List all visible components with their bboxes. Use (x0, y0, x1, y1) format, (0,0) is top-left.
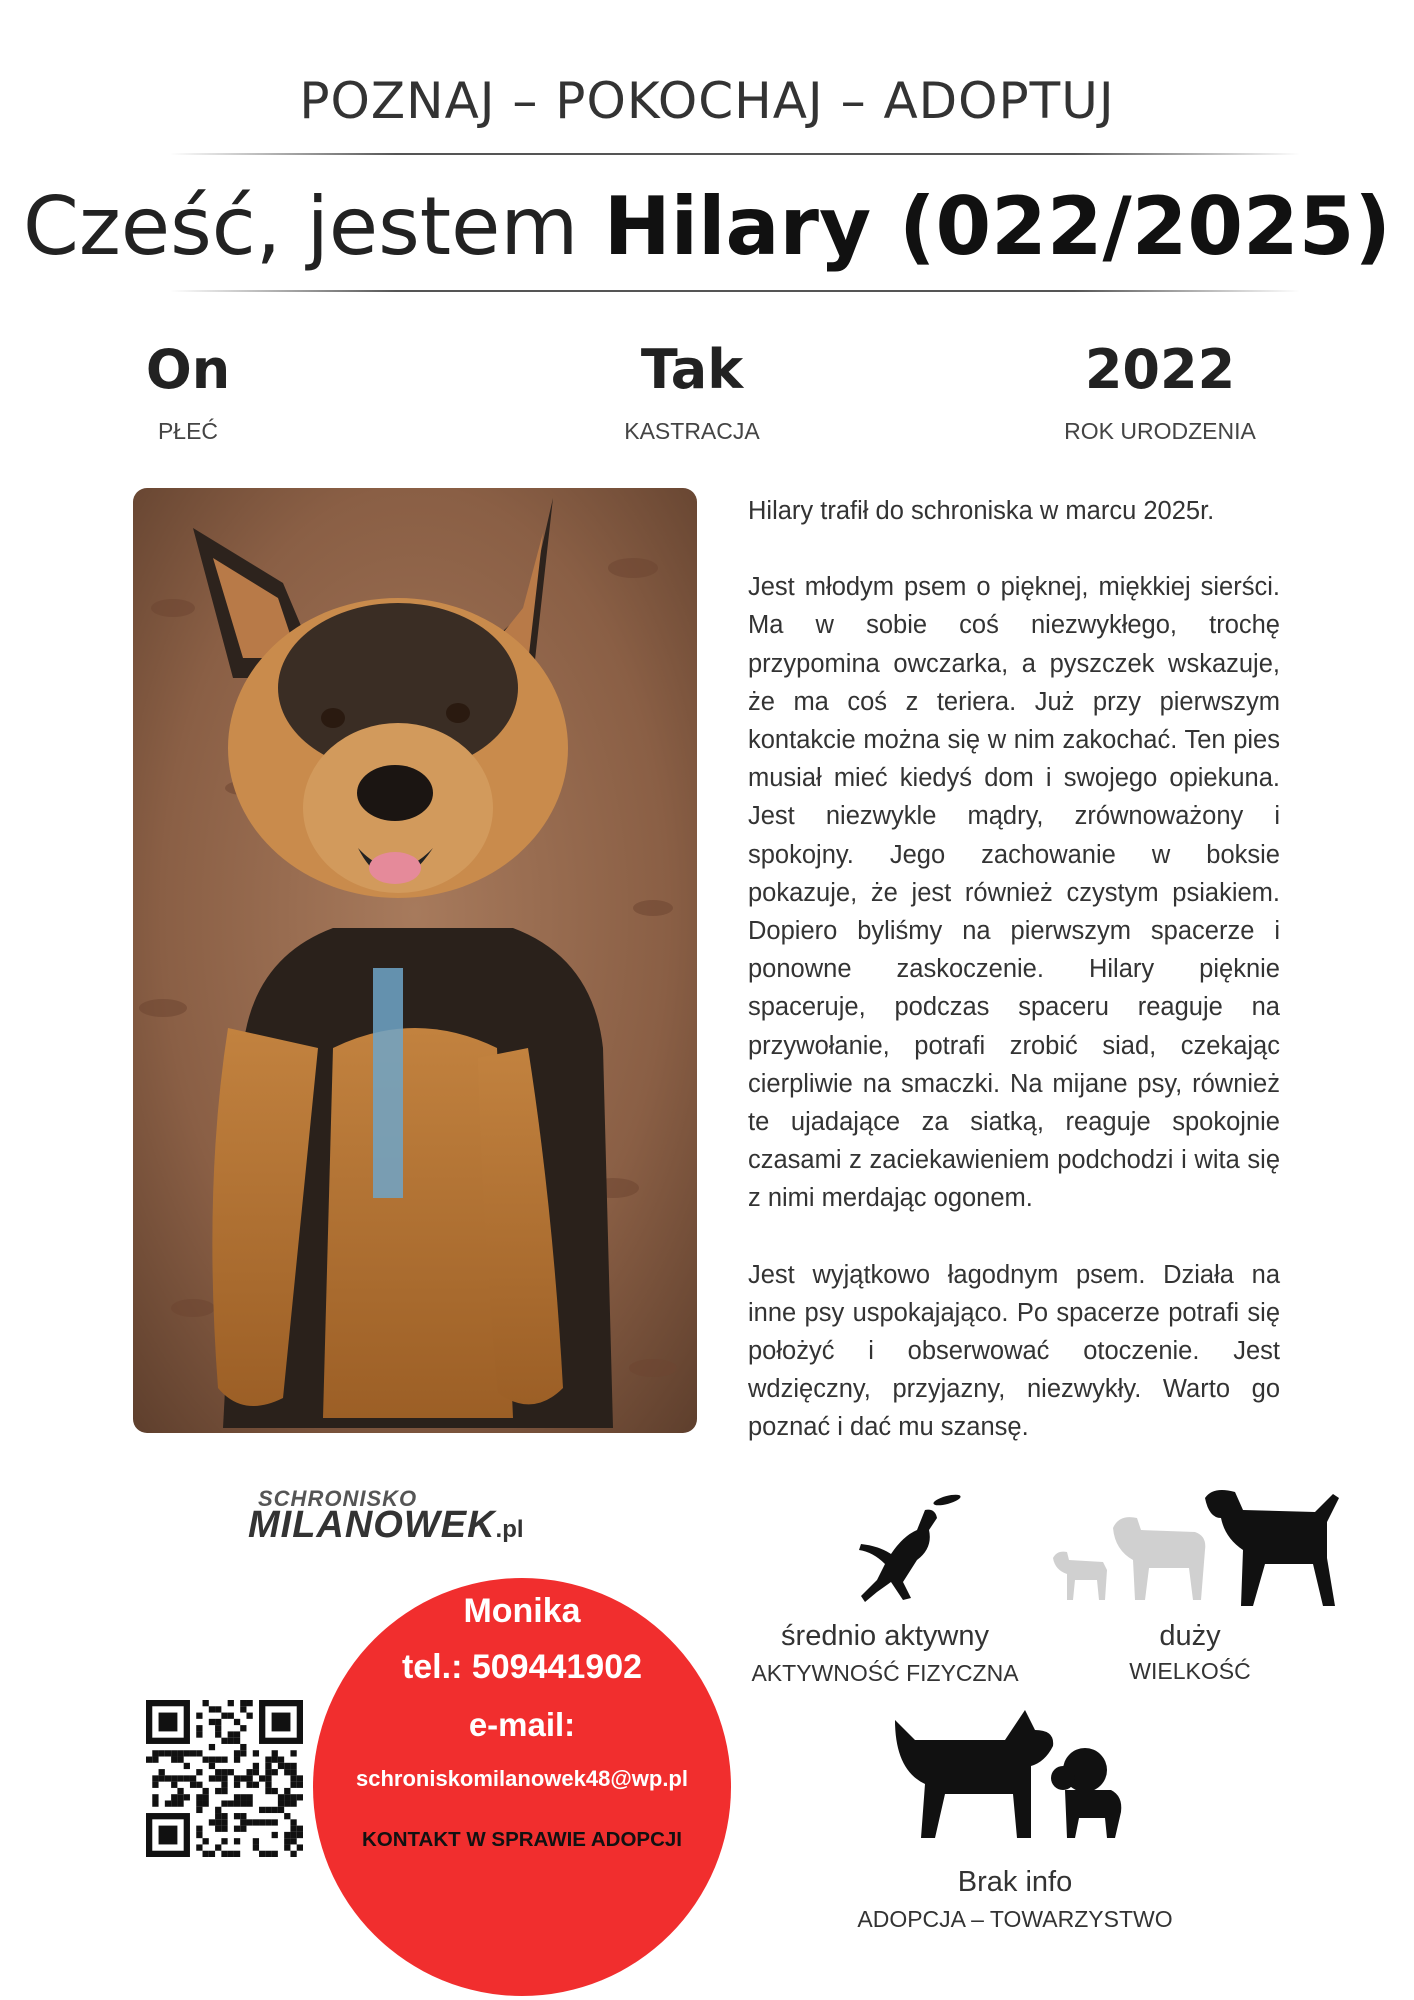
birth-year-label: ROK URODZENIA (1064, 418, 1256, 444)
companionship-label: ADOPCJA – TOWARZYSTWO (857, 1906, 1173, 1932)
sex-label: PŁEĆ (157, 418, 219, 444)
description (748, 492, 1280, 1485)
sex-value: On (145, 338, 231, 401)
contact-note: KONTAKT W SPRAWIE ADOPCJI (361, 1828, 683, 1851)
jumping-dog-icon (855, 1490, 965, 1605)
description-paragraph-2: Jest młodym psem o pięknej, miękkiej sierści. Ma w sobie coś niezwykłego, trochę przypomina owczarka, a pyszczek wskazuje, że ma coś z teriera. Już przy pierwszym kontakcie można się w nim zakochać. Ten pies musiał mieć kiedyś dom i swojego opiekuna. Jest niezwykle mądry, zrównoważony i spokojny. Jego zachowanie w boksie pokazuje, że jest również czystym psiakiem. Dopiero byliśmy na pierwszym spacerze i ponowne zaskoczenie. Hilary pięknie spaceruje, podczas spaceru reaguje na przywołanie, potrafi zrobić siad, czekając cierpliwie na smaczki. Na mijane psy, również te ujadające za siatką, reaguje spokojnie czasami z zaciekawieniem podchodzi i wita się z nimi merdając ogonem. (748, 573, 1280, 1213)
email-label: e-mail: (468, 1706, 576, 1743)
greeting: Cześć, jestem (23, 180, 579, 273)
contact-name: Monika (463, 1592, 581, 1630)
birth-year-value: 2022 (1084, 338, 1236, 401)
dog-name: Hilary (022/2025) (603, 180, 1391, 273)
two-dogs-icon (885, 1700, 1135, 1845)
page-title (0, 180, 1414, 273)
top-divider (170, 153, 1300, 155)
shelter-logo (248, 1486, 628, 1556)
size-label: WIELKOŚĆ (1129, 1658, 1251, 1684)
dog-photo (133, 488, 697, 1433)
castration-value: Tak (640, 338, 744, 401)
dog-size-icon (1045, 1488, 1350, 1613)
description-paragraph-1: Hilary trafił do schroniska w marcu 2025r. (748, 497, 1215, 525)
tagline: POZNAJ – POKOCHAJ – ADOPTUJ (299, 72, 1115, 130)
logo-line2-wrap (248, 1504, 524, 1547)
castration-label: KASTRACJA (624, 418, 760, 444)
bottom-divider (170, 290, 1300, 292)
qr-code[interactable] (146, 1700, 303, 1857)
companionship-value: Brak info (957, 1866, 1073, 1898)
logo-suffix: .pl (495, 1516, 524, 1543)
contact-email[interactable]: schroniskomilanowek48@wp.pl (356, 1766, 688, 1791)
size-value: duży (1159, 1620, 1221, 1652)
description-paragraph-3: Jest wyjątkowo łagodnym psem. Działa na inne psy uspokajająco. Po spacerze potrafi się położyć i obserwować otoczenie. Jest wdzięczny, przyjazny, niezwykły. Warto go poznać i dać mu szansę. (748, 1260, 1280, 1442)
logo-line2: MILANOWEK (248, 1504, 496, 1546)
activity-value: średnio aktywny (781, 1620, 989, 1652)
logo-line1: SCHRONISKO (258, 1486, 418, 1511)
activity-label: AKTYWNOŚĆ FIZYCZNA (751, 1660, 1019, 1686)
contact-phone[interactable]: tel.: 509441902 (401, 1648, 643, 1686)
